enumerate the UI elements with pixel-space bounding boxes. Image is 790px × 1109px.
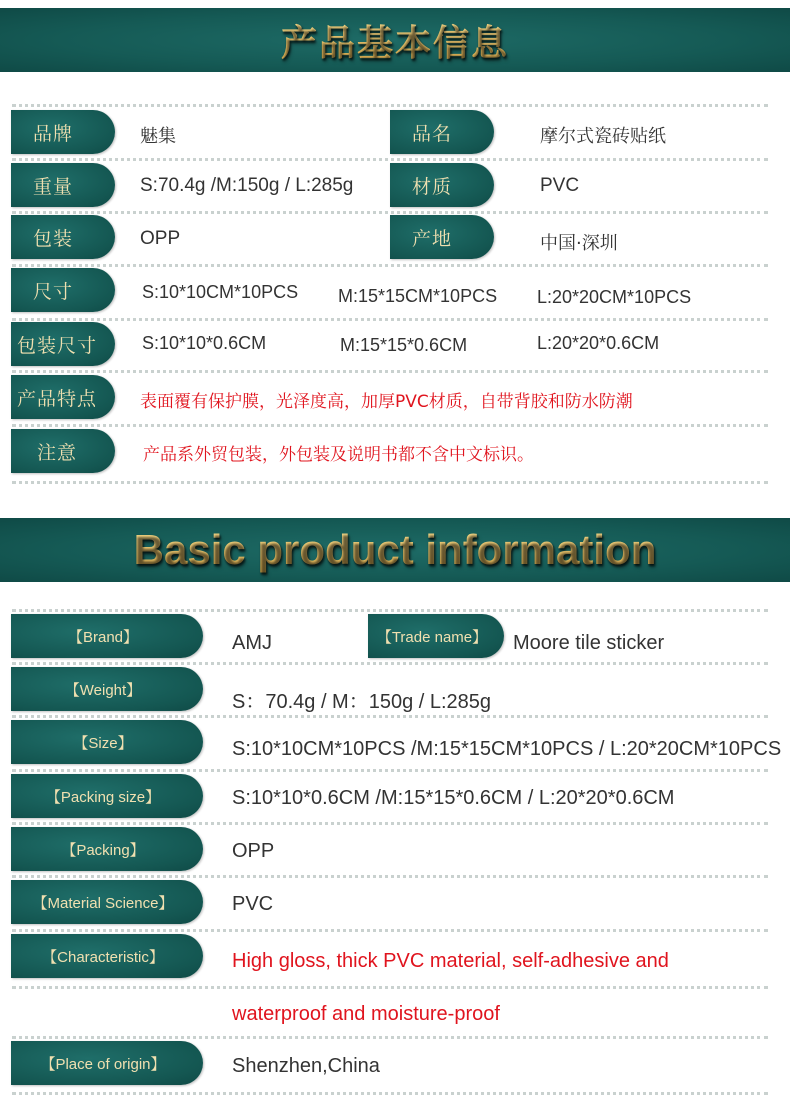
divider	[12, 875, 768, 878]
label-origin-en: 【Place of origin】	[11, 1041, 203, 1085]
banner-cn	[0, 8, 790, 72]
divider	[12, 424, 768, 427]
value-brand: 魅集	[140, 126, 176, 147]
value-packing-en: OPP	[232, 840, 275, 862]
divider	[12, 318, 768, 321]
label-brand: 品牌	[11, 110, 115, 154]
banner-en	[0, 518, 790, 582]
label-material: 材质	[390, 163, 494, 207]
divider	[12, 481, 768, 484]
value-packing-size-l: L:20*20*0.6CM	[537, 333, 660, 353]
divider	[12, 609, 768, 612]
label-packing-en: 【Packing】	[11, 827, 203, 871]
page-title-en: Basic product information	[133, 526, 657, 573]
label-packing-size: 包装尺寸	[11, 322, 115, 366]
value-characteristic-line2: waterproof and moisture-proof	[232, 1003, 500, 1025]
value-packing: OPP	[140, 228, 181, 249]
divider	[12, 769, 768, 772]
value-material-en: PVC	[232, 893, 274, 915]
label-features: 产品特点	[11, 375, 115, 419]
label-size-en: 【Size】	[11, 720, 203, 764]
value-size-l: L:20*20CM*10PCS	[537, 287, 692, 307]
value-note: 产品系外贸包装，外包装及说明书都不含中文标识。	[143, 445, 534, 465]
divider	[12, 104, 768, 107]
label-weight-en: 【Weight】	[11, 667, 203, 711]
label-product-name: 品名	[390, 110, 494, 154]
divider	[12, 929, 768, 932]
divider	[12, 264, 768, 267]
divider	[12, 1036, 768, 1039]
divider	[12, 1092, 768, 1095]
value-packing-size-s: S:10*10*0.6CM	[142, 333, 267, 353]
value-weight: S:70.4g /M:150g / L:285g	[140, 175, 354, 196]
value-packing-size-en: S:10*10*0.6CM /M:15*15*0.6CM / L:20*20*0.6CM	[232, 787, 675, 809]
label-origin: 产地	[390, 215, 494, 259]
value-size-s: S:10*10CM*10PCS	[142, 282, 299, 302]
value-material: PVC	[540, 175, 580, 196]
label-size: 尺寸	[11, 268, 115, 312]
label-note: 注意	[11, 429, 115, 473]
value-packing-size-m: M:15*15*0.6CM	[340, 335, 468, 355]
label-brand-en: 【Brand】	[11, 614, 203, 658]
divider	[12, 715, 768, 718]
value-trade-name-en: Moore tile sticker	[513, 632, 665, 654]
value-characteristic-line1: High gloss, thick PVC material, self-adhesive and	[232, 950, 669, 972]
value-brand-en: AMJ	[232, 632, 272, 654]
value-weight-en: S：70.4g / M：150g / L:285g	[232, 691, 492, 713]
divider	[12, 370, 768, 373]
divider	[12, 211, 768, 214]
label-material-en: 【Material Science】	[11, 880, 203, 924]
value-origin: 中国·深圳	[540, 233, 618, 254]
label-trade-name-en: 【Trade name】	[368, 614, 504, 658]
divider	[12, 986, 768, 989]
page-title-cn: 产品基本信息	[281, 15, 509, 66]
value-size-m: M:15*15CM*10PCS	[338, 286, 498, 306]
divider	[12, 822, 768, 825]
divider	[12, 158, 768, 161]
value-size-en: S:10*10CM*10PCS /M:15*15CM*10PCS / L:20*20CM*10PCS	[232, 738, 782, 760]
label-characteristic-en: 【Characteristic】	[11, 934, 203, 978]
value-features: 表面覆有保护膜，光泽度高，加厚PVC材质，自带背胶和防水防潮	[140, 392, 633, 412]
divider	[12, 662, 768, 665]
label-weight: 重量	[11, 163, 115, 207]
value-product-name: 摩尔式瓷砖贴纸	[540, 126, 666, 147]
label-packing: 包装	[11, 215, 115, 259]
value-origin-en: Shenzhen,China	[232, 1055, 380, 1077]
label-packing-size-en: 【Packing size】	[11, 774, 203, 818]
